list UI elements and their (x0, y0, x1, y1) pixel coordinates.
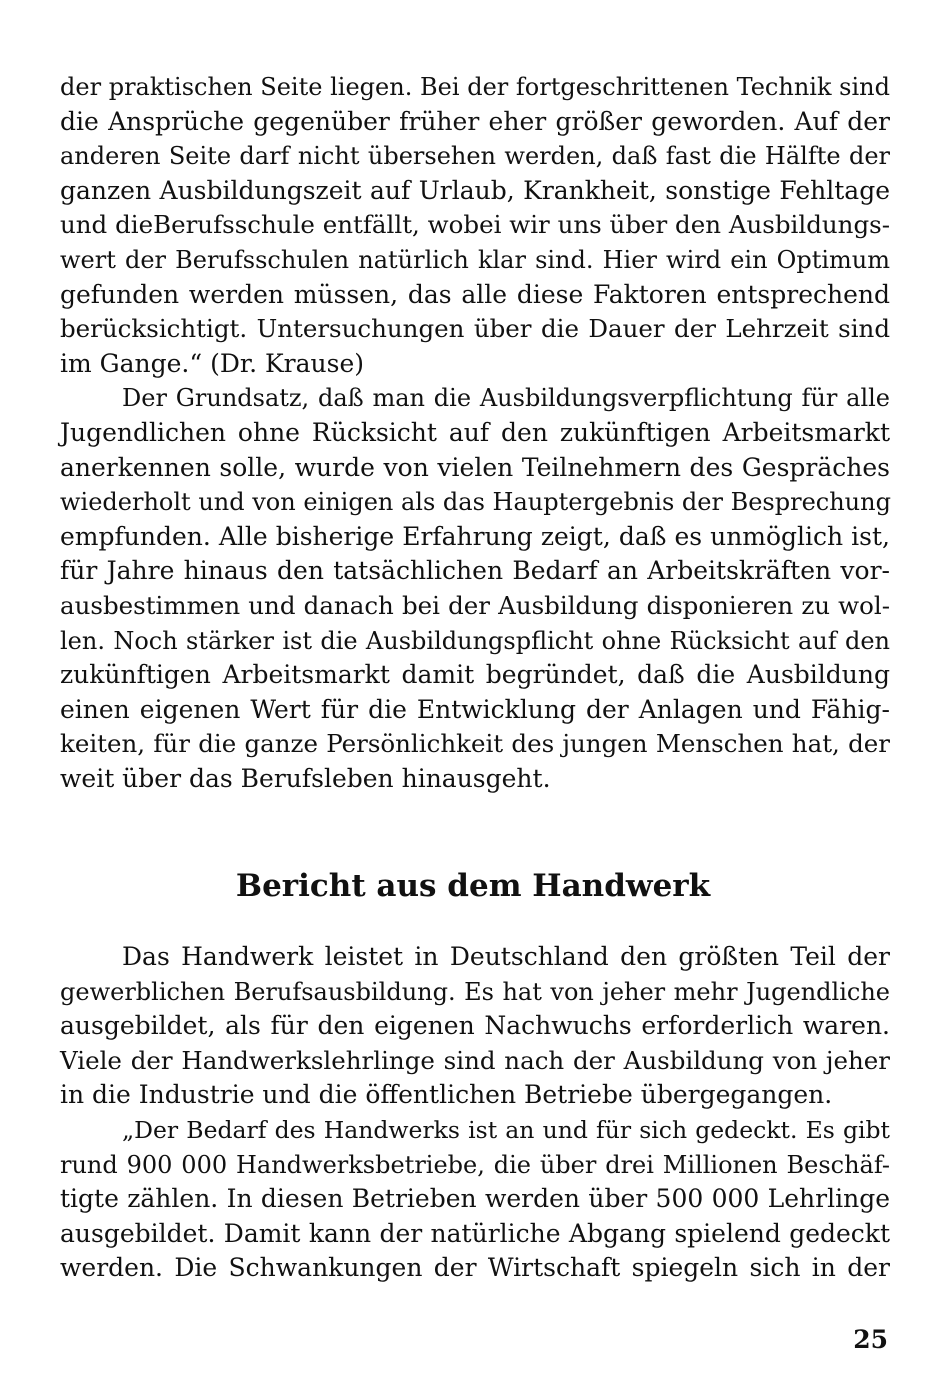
paragraph-line: len. Noch stärker ist die Ausbildungspflicht ohne Rücksicht auf den (60, 626, 890, 655)
paragraph-1 (60, 70, 890, 381)
paragraph-line: ganzen Ausbildungszeit auf Urlaub, Krankheit, sonstige Fehltage (60, 175, 890, 205)
paragraph-line: anerkennen solle, wurde von vielen Teilnehmern des Gespräches (60, 452, 890, 482)
paragraph-line: „Der Bedarf des Handwerks ist an und für sich gedeckt. Es gibt (122, 1115, 890, 1144)
page-body (60, 70, 890, 796)
paragraph-line: zukünftigen Arbeitsmarkt damit begründet, daß die Ausbildung (60, 660, 890, 690)
paragraph-2 (60, 381, 890, 796)
paragraph-line: einen eigenen Wert für die Entwicklung der Anlagen und Fähig- (60, 694, 890, 724)
paragraph-4 (60, 1113, 890, 1286)
paragraph-line: die Ansprüche gegenüber früher eher größer geworden. Auf der (60, 106, 890, 136)
paragraph-line: anderen Seite darf nicht übersehen werden, daß fast die Hälfte der (60, 142, 890, 171)
paragraph-line: Das Handwerk leistet in Deutschland den größten Teil der (122, 942, 890, 971)
paragraph-line: keiten, für die ganze Persönlichkeit des jungen Menschen hat, der (60, 729, 890, 759)
paragraph-line: rund 900 000 Handwerksbetriebe, die über drei Millionen Beschäf- (60, 1150, 890, 1179)
paragraph-line: ausgebildet. Damit kann der natürliche Abgang spielend gedeckt (60, 1218, 890, 1248)
paragraph-line: ausgebildet, als für den eigenen Nachwuchs erforderlich waren. (60, 1011, 890, 1041)
section-heading: Bericht aus dem Handwerk (235, 868, 711, 904)
paragraph-line: wert der Berufsschulen natürlich klar sind. Hier wird ein Optimum (60, 245, 890, 274)
paragraph-line: Viele der Handwerkslehrlinge sind nach der Ausbildung von jeher (60, 1045, 890, 1075)
paragraph-line: in die Industrie und die öffentlichen Betriebe übergegangen. (60, 1080, 833, 1110)
paragraph-line: empfunden. Alle bisherige Erfahrung zeigt, daß es unmöglich ist, (60, 521, 890, 551)
paragraph-line: für Jahre hinaus den tatsächlichen Bedarf an Arbeitskräften vor- (60, 556, 890, 586)
paragraph-line: gefunden werden müssen, das alle diese Faktoren entsprechend (60, 279, 890, 309)
paragraph-line: Jugendlichen ohne Rücksicht auf den zukünftigen Arbeitsmarkt (60, 417, 890, 447)
paragraph-line: der praktischen Seite liegen. Bei der fortgeschrittenen Technik sind (60, 73, 890, 101)
paragraph-3 (60, 940, 890, 1113)
paragraph-line: ausbestimmen und danach bei der Ausbildung disponieren zu wol- (60, 590, 890, 620)
paragraph-line: gewerblichen Berufsausbildung. Es hat von jeher mehr Jugendliche (60, 977, 890, 1006)
paragraph-line: weit über das Berufsleben hinausgeht. (60, 763, 551, 793)
paragraph-line: im Gange.“ (Dr. Krause) (60, 348, 365, 378)
paragraph-line: und dieBerufsschule entfällt, wobei wir uns über den Ausbildungs- (60, 210, 890, 240)
paragraph-line: Der Grundsatz, daß man die Ausbildungsverpflichtung für alle (122, 384, 890, 413)
page-number: 25 (853, 1325, 888, 1354)
paragraph-line: tigte zählen. In diesen Betrieben werden über 500 000 Lehrlinge (60, 1184, 890, 1214)
page-body-section (60, 940, 890, 1286)
paragraph-line: wiederholt und von einigen als das Hauptergebnis der Besprechung (60, 488, 891, 517)
paragraph-line: berücksichtigt. Untersuchungen über die Dauer der Lehrzeit sind (60, 314, 890, 344)
paragraph-line: werden. Die Schwankungen der Wirtschaft spiegeln sich in der (60, 1253, 890, 1283)
